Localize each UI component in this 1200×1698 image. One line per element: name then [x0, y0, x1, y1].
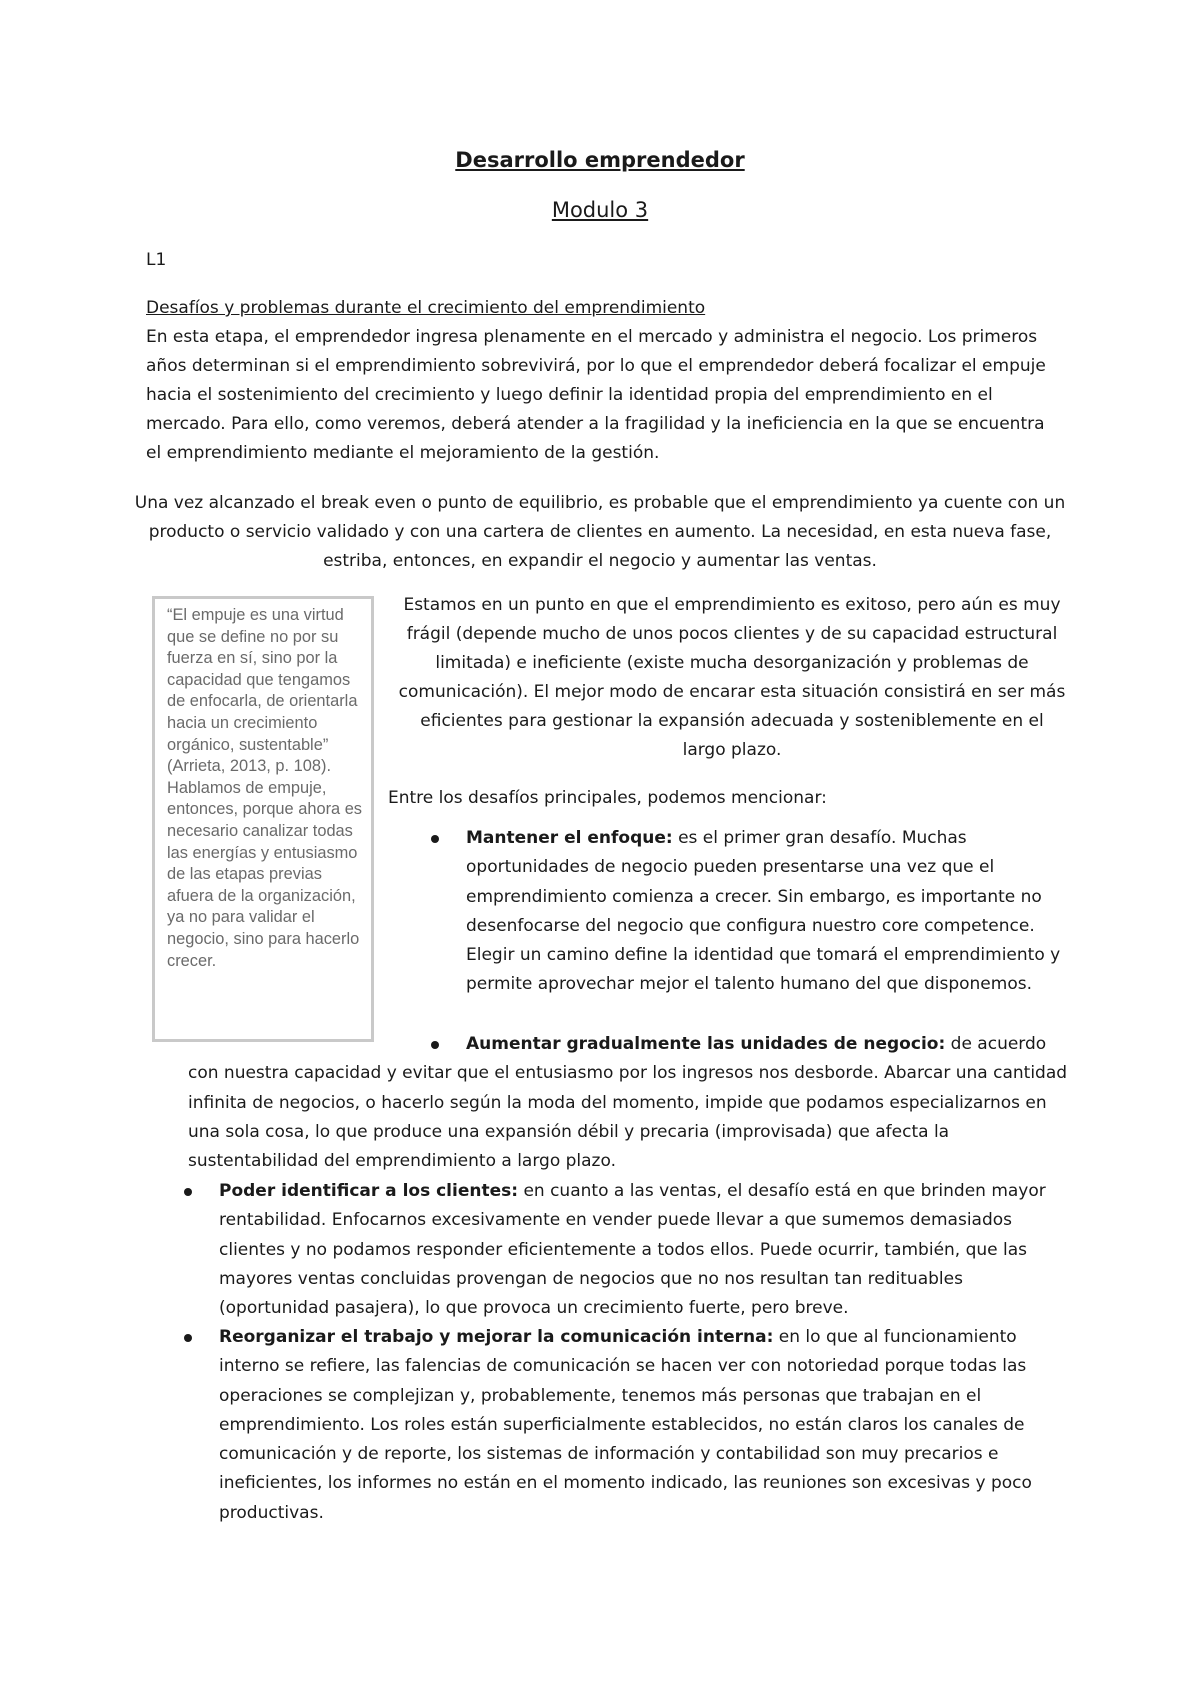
challenge-title: Reorganizar el trabajo y mejorar la comunicación interna: — [219, 1327, 774, 1347]
paragraph-intro: En esta etapa, el emprendedor ingresa plenamente en el mercado y administra el negocio. Los primeros años determinan si el emprendimiento sobrevivirá, por lo que el emprendedor deberá focalizar el empuje hacia el sostenimiento del crecimiento y luego definir la identidad propia del emprendimiento en el mercado. Para ello, como veremos, deberá atender a la fragilidad y la ineficiencia en la que se encuentra el emprendimiento mediante el mejoramiento de la gestión. — [146, 327, 1046, 463]
quote-box: “El empuje es una virtud que se define no por su fuerza en sí, sino por la capacidad que tengamos de enfocarla, de orientarla hacia un crecimiento orgánico, sustentable” (Arrieta, 2013, p. 108). Hablamos de empuje, entonces, porque ahora es necesario canalizar todas las energías y entusiasmo de las etapas previas afuera de la organización, ya no para validar el negocio, sino para hacerlo crecer. — [152, 596, 374, 1042]
lesson-label: L1 — [146, 250, 167, 270]
challenge-item — [219, 1177, 1071, 1323]
challenge-item — [219, 1323, 1071, 1528]
challenge-text: en cuanto a las ventas, el desafío está en que brinden mayor rentabilidad. Enfocarnos excesivamente en vender puede llevar a que sumemos demasiados clientes y no podamos responder eficientemente a todos ellos. Puede ocurrir, también, que las mayores ventas concluidas provengan de negocios que no nos resultan tan redituables (oportunidad pasajera), lo que provoca un crecimiento fuerte, pero breve. — [219, 1181, 1046, 1319]
challenge-text: es el primer gran desafío. Muchas oportunidades de negocio pueden presentarse una vez que el emprendimiento comienza a crecer. Sin embargo, es importante no desenfocarse del negocio que configura nuestro core competence. Elegir un camino define la identidad que tomará el emprendimiento y permite aprovechar mejor el talento humano del que disponemos. — [466, 828, 1061, 995]
challenge-title: Mantener el enfoque: — [466, 828, 673, 848]
paragraph-break-even: Una vez alcanzado el break even o punto de equilibrio, es probable que el emprendimiento ya cuente con un producto o servicio validado y con una cartera de clientes en aumento. La necesidad, en esta nueva fase, estriba, entonces, en expandir el negocio y aumentar las ventas. — [134, 493, 1066, 571]
section-heading: Desafíos y problemas durante el crecimiento del emprendimiento — [146, 298, 706, 318]
document-title: Desarrollo emprendedor — [455, 148, 745, 172]
bullet-icon — [184, 1334, 192, 1342]
challenge-text: de acuerdo con nuestra capacidad y evitar que el entusiasmo por los ingresos nos desborde. Abarcar una cantidad infinita de negocios, o hacerlo según la moda del momento, impide que podamos especializarnos en una sola cosa, lo que produce una expansión débil y precaria (improvisada) que afecta la sustentabilidad del emprendimiento a largo plazo. — [188, 1034, 1068, 1172]
challenge-text: en lo que al funcionamiento interno se refiere, las falencias de comunicación se hacen ver con notoriedad porque todas las operaciones se complejizan y, probablemente, tenemos más personas que trabajan en el emprendimiento. Los roles están superficialmente establecidos, no están claros los canales de comunicación y de reporte, los sistemas de información y contabilidad son muy precarios e ineficientes, los informes no están en el momento indicado, las reuniones son excesivas y poco productivas. — [219, 1327, 1032, 1523]
challenge-title: Aumentar gradualmente las unidades de negocio: — [466, 1034, 946, 1054]
paragraph-fragility: Estamos en un punto en que el emprendimiento es exitoso, pero aún es muy frágil (depende mucho de unos pocos clientes y de su capacidad estructural limitada) e ineficiente (existe mucha desorganización y problemas de comunicación). El mejor modo de encarar esta situación consistirá en ser más eficientes para gestionar la expansión adecuada y sosteniblemente en el largo plazo. — [398, 595, 1066, 760]
bullet-icon — [431, 835, 439, 843]
module-subtitle: Modulo 3 — [551, 198, 649, 222]
bullet-icon — [184, 1188, 192, 1196]
challenges-intro: Entre los desafíos principales, podemos mencionar: — [388, 788, 827, 808]
challenge-title: Poder identificar a los clientes: — [219, 1181, 519, 1201]
challenge-item — [188, 1030, 1068, 1176]
challenge-item — [466, 824, 1066, 1000]
